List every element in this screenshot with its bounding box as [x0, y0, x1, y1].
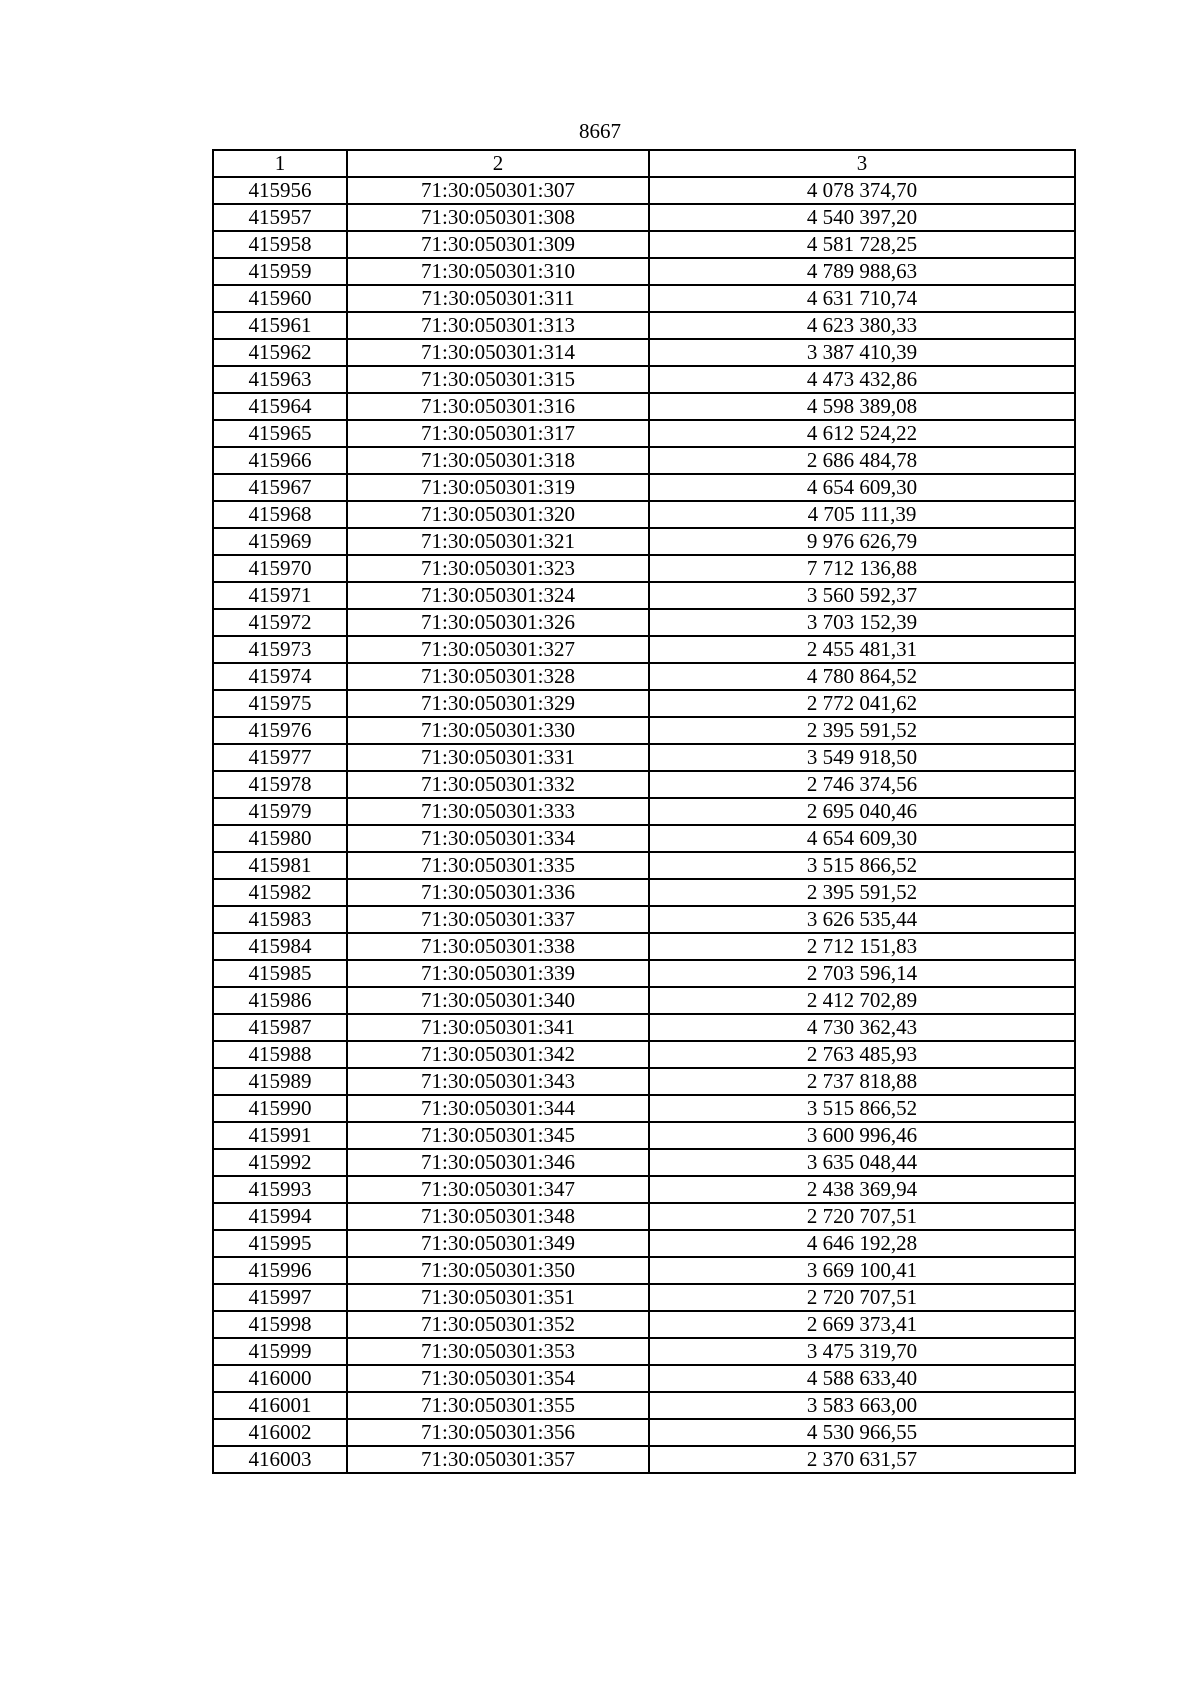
row-number-cell: 415985: [213, 960, 347, 987]
row-number-cell: 415989: [213, 1068, 347, 1095]
value-cell: 2 686 484,78: [649, 447, 1075, 474]
value-cell: 3 515 866,52: [649, 1095, 1075, 1122]
value-cell: 3 387 410,39: [649, 339, 1075, 366]
row-number-cell: 415971: [213, 582, 347, 609]
value-cell: 2 669 373,41: [649, 1311, 1075, 1338]
value-cell: 4 598 389,08: [649, 393, 1075, 420]
value-cell: 2 395 591,52: [649, 717, 1075, 744]
value-cell: 4 588 633,40: [649, 1365, 1075, 1392]
table-row: [213, 555, 1075, 582]
cadastral-number-cell: 71:30:050301:314: [347, 339, 649, 366]
value-cell: 2 720 707,51: [649, 1284, 1075, 1311]
table-row: [213, 663, 1075, 690]
cadastral-number-cell: 71:30:050301:342: [347, 1041, 649, 1068]
table-row: [213, 1041, 1075, 1068]
value-cell: 4 530 966,55: [649, 1419, 1075, 1446]
row-number-cell: 415997: [213, 1284, 347, 1311]
table-row: [213, 1365, 1075, 1392]
value-cell: 3 549 918,50: [649, 744, 1075, 771]
cadastral-number-cell: 71:30:050301:309: [347, 231, 649, 258]
cadastral-number-cell: 71:30:050301:329: [347, 690, 649, 717]
value-cell: 2 712 151,83: [649, 933, 1075, 960]
cadastral-number-cell: 71:30:050301:315: [347, 366, 649, 393]
cadastral-number-cell: 71:30:050301:327: [347, 636, 649, 663]
cadastral-number-cell: 71:30:050301:319: [347, 474, 649, 501]
value-cell: 2 746 374,56: [649, 771, 1075, 798]
table-row: [213, 312, 1075, 339]
table-row: [213, 1095, 1075, 1122]
row-number-cell: 415963: [213, 366, 347, 393]
row-number-cell: 416002: [213, 1419, 347, 1446]
row-number-cell: 415993: [213, 1176, 347, 1203]
table-row: [213, 258, 1075, 285]
table-row: [213, 960, 1075, 987]
cadastral-number-cell: 71:30:050301:323: [347, 555, 649, 582]
cadastral-number-cell: 71:30:050301:307: [347, 177, 649, 204]
cadastral-number-cell: 71:30:050301:341: [347, 1014, 649, 1041]
table-row: [213, 852, 1075, 879]
cadastral-number-cell: 71:30:050301:344: [347, 1095, 649, 1122]
table-row: [213, 1230, 1075, 1257]
row-number-cell: 415968: [213, 501, 347, 528]
value-cell: 4 705 111,39: [649, 501, 1075, 528]
row-number-cell: 415972: [213, 609, 347, 636]
row-number-cell: 415977: [213, 744, 347, 771]
value-cell: 9 976 626,79: [649, 528, 1075, 555]
table-row: [213, 744, 1075, 771]
cadastral-number-cell: 71:30:050301:318: [347, 447, 649, 474]
row-number-cell: 415981: [213, 852, 347, 879]
value-cell: 4 789 988,63: [649, 258, 1075, 285]
row-number-cell: 415990: [213, 1095, 347, 1122]
row-number-cell: 415986: [213, 987, 347, 1014]
table-row: [213, 1068, 1075, 1095]
row-number-cell: 415978: [213, 771, 347, 798]
table-row: [213, 1284, 1075, 1311]
cadastral-number-cell: 71:30:050301:332: [347, 771, 649, 798]
cadastral-number-cell: 71:30:050301:352: [347, 1311, 649, 1338]
table-row: [213, 1014, 1075, 1041]
cadastral-number-cell: 71:30:050301:353: [347, 1338, 649, 1365]
table-row: [213, 1446, 1075, 1473]
value-cell: 4 654 609,30: [649, 474, 1075, 501]
row-number-cell: 415979: [213, 798, 347, 825]
table-row: [213, 906, 1075, 933]
cadastral-number-cell: 71:30:050301:340: [347, 987, 649, 1014]
value-cell: 4 473 432,86: [649, 366, 1075, 393]
table-row: [213, 582, 1075, 609]
value-cell: 3 515 866,52: [649, 852, 1075, 879]
value-cell: 4 730 362,43: [649, 1014, 1075, 1041]
table-header: [213, 150, 1075, 177]
row-number-cell: 416003: [213, 1446, 347, 1473]
cadastral-number-cell: 71:30:050301:334: [347, 825, 649, 852]
table-row: [213, 1122, 1075, 1149]
cadastral-number-cell: 71:30:050301:326: [347, 609, 649, 636]
value-cell: 4 780 864,52: [649, 663, 1075, 690]
row-number-cell: 415959: [213, 258, 347, 285]
row-number-cell: 415994: [213, 1203, 347, 1230]
row-number-cell: 415996: [213, 1257, 347, 1284]
cadastral-number-cell: 71:30:050301:333: [347, 798, 649, 825]
cadastral-number-cell: 71:30:050301:317: [347, 420, 649, 447]
cadastral-number-cell: 71:30:050301:308: [347, 204, 649, 231]
table-row: [213, 825, 1075, 852]
cadastral-number-cell: 71:30:050301:321: [347, 528, 649, 555]
value-cell: 3 703 152,39: [649, 609, 1075, 636]
cadastral-number-cell: 71:30:050301:336: [347, 879, 649, 906]
value-cell: 4 646 192,28: [649, 1230, 1075, 1257]
value-cell: 3 626 535,44: [649, 906, 1075, 933]
value-cell: 4 612 524,22: [649, 420, 1075, 447]
value-cell: 3 583 663,00: [649, 1392, 1075, 1419]
table-row: [213, 447, 1075, 474]
row-number-cell: 415992: [213, 1149, 347, 1176]
table-row: [213, 987, 1075, 1014]
row-number-cell: 415962: [213, 339, 347, 366]
cadastral-number-cell: 71:30:050301:351: [347, 1284, 649, 1311]
page-number: 8667: [579, 119, 621, 143]
table-row: [213, 933, 1075, 960]
value-cell: 2 737 818,88: [649, 1068, 1075, 1095]
table-row: [213, 366, 1075, 393]
header-row: [213, 150, 1075, 177]
cadastral-number-cell: 71:30:050301:338: [347, 933, 649, 960]
cadastral-number-cell: 71:30:050301:337: [347, 906, 649, 933]
row-number-cell: 415995: [213, 1230, 347, 1257]
row-number-cell: 415957: [213, 204, 347, 231]
table-row: [213, 204, 1075, 231]
cadastral-number-cell: 71:30:050301:324: [347, 582, 649, 609]
value-cell: 3 560 592,37: [649, 582, 1075, 609]
row-number-cell: 415980: [213, 825, 347, 852]
value-cell: 2 438 369,94: [649, 1176, 1075, 1203]
cadastral-number-cell: 71:30:050301:345: [347, 1122, 649, 1149]
table-row: [213, 339, 1075, 366]
cadastral-number-cell: 71:30:050301:335: [347, 852, 649, 879]
value-cell: 2 395 591,52: [649, 879, 1075, 906]
table-row: [213, 1149, 1075, 1176]
value-cell: 3 600 996,46: [649, 1122, 1075, 1149]
row-number-cell: 415973: [213, 636, 347, 663]
cadastral-number-cell: 71:30:050301:347: [347, 1176, 649, 1203]
header-col-3: 3: [649, 150, 1075, 177]
cadastral-number-cell: 71:30:050301:310: [347, 258, 649, 285]
table-row: [213, 798, 1075, 825]
header-col-1: 1: [213, 150, 347, 177]
value-cell: 3 669 100,41: [649, 1257, 1075, 1284]
value-cell: 2 370 631,57: [649, 1446, 1075, 1473]
row-number-cell: 415983: [213, 906, 347, 933]
table-row: [213, 1203, 1075, 1230]
value-cell: 2 720 707,51: [649, 1203, 1075, 1230]
table-row: [213, 879, 1075, 906]
cadastral-number-cell: 71:30:050301:311: [347, 285, 649, 312]
value-cell: 4 078 374,70: [649, 177, 1075, 204]
row-number-cell: 415976: [213, 717, 347, 744]
table-row: [213, 1392, 1075, 1419]
row-number-cell: 415956: [213, 177, 347, 204]
row-number-cell: 415974: [213, 663, 347, 690]
table-row: [213, 1257, 1075, 1284]
cadastral-number-cell: 71:30:050301:354: [347, 1365, 649, 1392]
value-cell: 3 635 048,44: [649, 1149, 1075, 1176]
value-cell: 2 455 481,31: [649, 636, 1075, 663]
table-row: [213, 420, 1075, 447]
value-cell: 2 412 702,89: [649, 987, 1075, 1014]
cadastral-number-cell: 71:30:050301:313: [347, 312, 649, 339]
table-row: [213, 474, 1075, 501]
value-cell: 4 623 380,33: [649, 312, 1075, 339]
cadastral-number-cell: 71:30:050301:357: [347, 1446, 649, 1473]
value-cell: 7 712 136,88: [649, 555, 1075, 582]
table-row: [213, 231, 1075, 258]
cadastral-number-cell: 71:30:050301:355: [347, 1392, 649, 1419]
cadastral-number-cell: 71:30:050301:320: [347, 501, 649, 528]
row-number-cell: 415982: [213, 879, 347, 906]
cadastral-number-cell: 71:30:050301:316: [347, 393, 649, 420]
cadastral-number-cell: 71:30:050301:350: [347, 1257, 649, 1284]
cadastral-number-cell: 71:30:050301:343: [347, 1068, 649, 1095]
cadastral-number-cell: 71:30:050301:356: [347, 1419, 649, 1446]
table-row: [213, 285, 1075, 312]
row-number-cell: 415964: [213, 393, 347, 420]
table-row: [213, 1419, 1075, 1446]
row-number-cell: 415991: [213, 1122, 347, 1149]
row-number-cell: 415961: [213, 312, 347, 339]
cadastral-number-cell: 71:30:050301:346: [347, 1149, 649, 1176]
value-cell: 2 763 485,93: [649, 1041, 1075, 1068]
value-cell: 4 654 609,30: [649, 825, 1075, 852]
table-row: [213, 771, 1075, 798]
header-col-2: 2: [347, 150, 649, 177]
table-row: [213, 1338, 1075, 1365]
table-row: [213, 1311, 1075, 1338]
row-number-cell: 415967: [213, 474, 347, 501]
row-number-cell: 415958: [213, 231, 347, 258]
row-number-cell: 416000: [213, 1365, 347, 1392]
row-number-cell: 416001: [213, 1392, 347, 1419]
table-row: [213, 717, 1075, 744]
cadastral-number-cell: 71:30:050301:328: [347, 663, 649, 690]
value-cell: 3 475 319,70: [649, 1338, 1075, 1365]
row-number-cell: 415960: [213, 285, 347, 312]
row-number-cell: 415998: [213, 1311, 347, 1338]
cadastral-number-cell: 71:30:050301:348: [347, 1203, 649, 1230]
cadastral-number-cell: 71:30:050301:339: [347, 960, 649, 987]
row-number-cell: 415969: [213, 528, 347, 555]
cadastral-number-cell: 71:30:050301:349: [347, 1230, 649, 1257]
value-cell: 2 772 041,62: [649, 690, 1075, 717]
table-body: [213, 177, 1075, 1473]
row-number-cell: 415975: [213, 690, 347, 717]
value-cell: 4 631 710,74: [649, 285, 1075, 312]
row-number-cell: 415988: [213, 1041, 347, 1068]
cadastral-number-cell: 71:30:050301:331: [347, 744, 649, 771]
table-row: [213, 609, 1075, 636]
table-row: [213, 393, 1075, 420]
row-number-cell: 415966: [213, 447, 347, 474]
table-row: [213, 528, 1075, 555]
row-number-cell: 415984: [213, 933, 347, 960]
table-row: [213, 1176, 1075, 1203]
row-number-cell: 415965: [213, 420, 347, 447]
value-cell: 2 695 040,46: [649, 798, 1075, 825]
value-cell: 4 581 728,25: [649, 231, 1075, 258]
table-row: [213, 690, 1075, 717]
value-cell: 4 540 397,20: [649, 204, 1075, 231]
table-row: [213, 501, 1075, 528]
table-row: [213, 177, 1075, 204]
row-number-cell: 415999: [213, 1338, 347, 1365]
row-number-cell: 415970: [213, 555, 347, 582]
cadastral-number-cell: 71:30:050301:330: [347, 717, 649, 744]
registry-table: [212, 149, 1076, 1474]
table-row: [213, 636, 1075, 663]
row-number-cell: 415987: [213, 1014, 347, 1041]
value-cell: 2 703 596,14: [649, 960, 1075, 987]
